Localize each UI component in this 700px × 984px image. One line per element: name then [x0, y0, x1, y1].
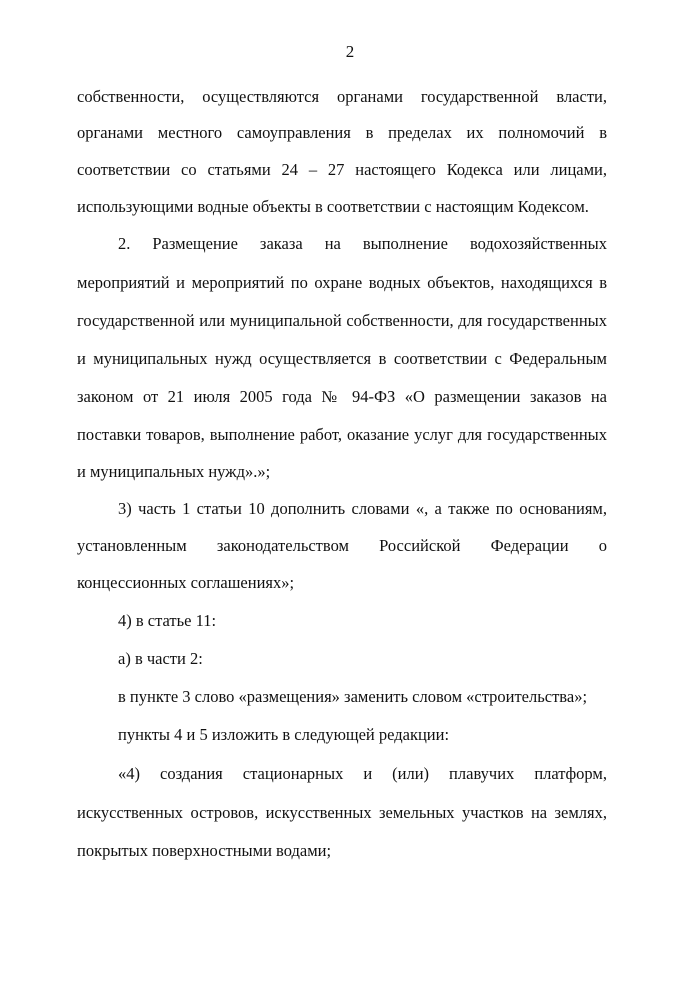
- text-line: 3) часть 1 статьи 10 дополнить словами «, а также по основаниям,: [118, 499, 607, 518]
- text-line: «4) создания стационарных и (или) плавучих платформ,: [118, 764, 607, 783]
- text-line: 4) в статье 11:: [118, 611, 217, 630]
- text-line: государственной или муниципальной собственности, для государственных: [77, 311, 607, 330]
- text-line: пункты 4 и 5 изложить в следующей редакции:: [118, 725, 450, 744]
- text-line: искусственных островов, искусственных земельных участков на землях,: [77, 803, 607, 822]
- page-number: 2: [345, 42, 355, 61]
- text-line: органами местного самоуправления в пределах их полномочий в: [77, 123, 607, 142]
- text-line: 2. Размещение заказа на выполнение водохозяйственных: [118, 234, 607, 253]
- text-line: поставки товаров, выполнение работ, оказание услуг для государственных: [77, 425, 607, 444]
- text-line: установленным законодательством Российской Федерации о: [77, 536, 607, 555]
- text-line: использующими водные объекты в соответствии с настоящим Кодексом.: [77, 197, 589, 216]
- text-line: соответствии со статьями 24 – 27 настоящего Кодекса или лицами,: [77, 160, 607, 179]
- text-line: и муниципальных нужд».»;: [77, 462, 271, 481]
- text-line: и муниципальных нужд осуществляется в соответствии с Федеральным: [77, 349, 607, 368]
- text-line: а) в части 2:: [118, 649, 203, 668]
- text-line: покрытых поверхностными водами;: [77, 841, 332, 860]
- text-line: в пункте 3 слово «размещения» заменить словом «строительства»;: [118, 687, 588, 706]
- text-line: собственности, осуществляются органами государственной власти,: [77, 87, 607, 106]
- text-line: мероприятий и мероприятий по охране водных объектов, находящихся в: [77, 273, 607, 292]
- text-line: законом от 21 июля 2005 года № 94-ФЗ «О размещении заказов на: [77, 387, 607, 406]
- text-line: концессионных соглашениях»;: [77, 573, 295, 592]
